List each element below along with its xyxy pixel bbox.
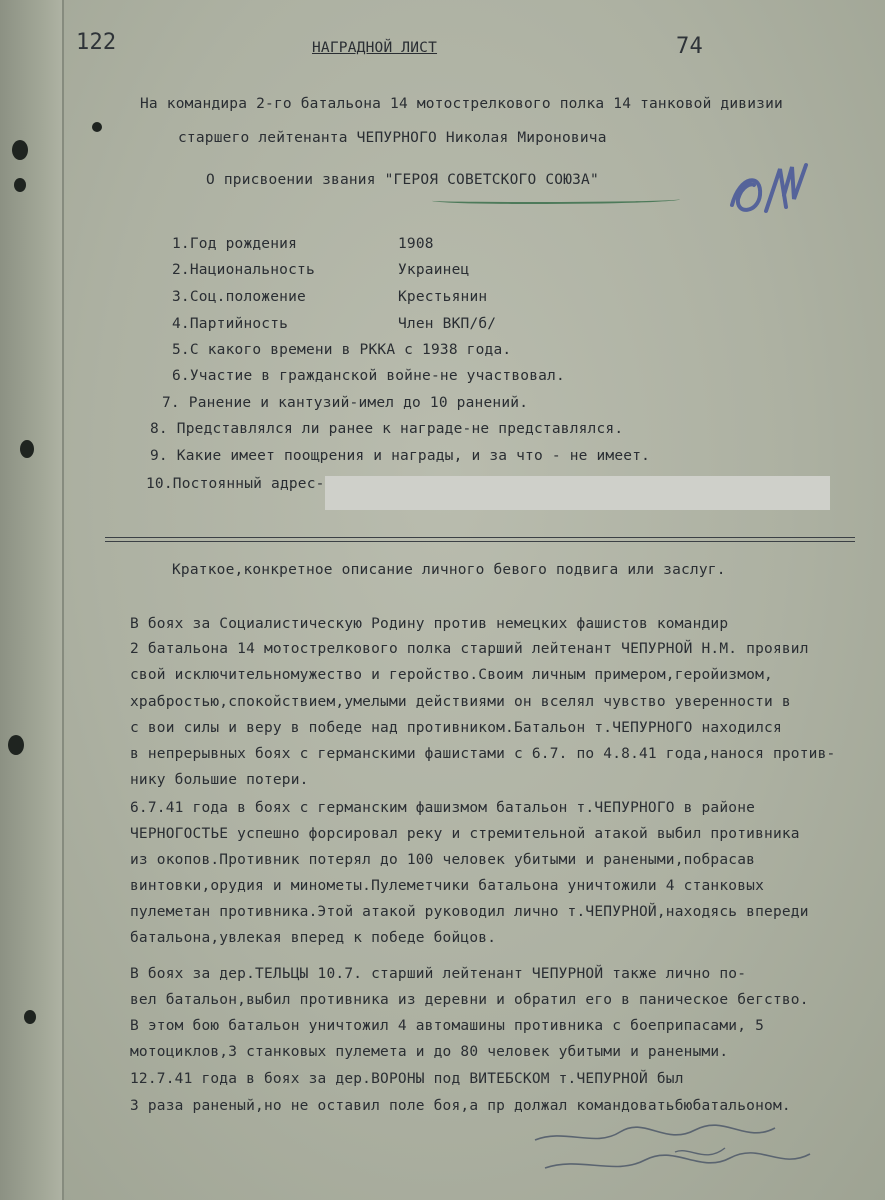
questionnaire-item: 9. Какие имеет поощрения и награды, и за что - не имеет. [150,448,651,464]
narrative-line: пулеметан противника.Этой атакой руководил лично т.ЧЕПУРНОЙ,находясь впереди [130,904,809,920]
document-title: НАГРАДНОЙ ЛИСТ [312,40,438,56]
questionnaire-item: 1.Год рождения [172,236,298,252]
divider-line [105,537,855,538]
narrative-line: В боях за Социалистическую Родину против немецких фашистов командир [130,616,729,632]
narrative-line: в непрерывных боях с германскими фашистами с 6.7. по 4.8.41 года,нанося против- [130,746,836,762]
questionnaire-answer: 1908 [398,236,434,252]
narrative-line: 3 раза раненый,но не оставил поле боя,а пр должал командоватьбюбатальоном. [130,1098,791,1114]
binding-hole [20,440,34,458]
narrative-line: мотоциклов,3 станковых пулемета и до 80 человек убитыми и ранеными. [130,1044,729,1060]
narrative-line: вел батальон,выбил противника из деревни и обратил его в паническое бегство. [130,992,809,1008]
handwritten-signature [525,1118,825,1188]
section-title: Краткое,конкретное описание личного бевого подвига или заслуг. [172,562,726,578]
narrative-line: батальона,увлекая вперед к победе бойцов. [130,930,497,946]
redacted-address [325,476,830,510]
narrative-line: нику большие потери. [130,772,309,788]
questionnaire-answer: Украинец [398,262,470,278]
binding-hole [12,140,28,160]
narrative-line: В боях за дер.ТЕЛЬЦЫ 10.7. старший лейтенант ЧЕПУРНОЙ также лично по- [130,966,747,982]
narrative-line: 12.7.41 года в боях за дер.ВОРОНЫ под ВИТЕБСКОМ т.ЧЕПУРНОЙ был [130,1071,684,1087]
binding-hole [8,735,24,755]
binding-hole [14,178,26,192]
archive-page-number: 122 [76,30,117,55]
award-title: О присвоении звания "ГЕРОЯ СОВЕТСКОГО СОЮЗА" [206,172,599,188]
narrative-line: 2 батальона 14 мотострелкового полка старший лейтенант ЧЕПУРНОЙ Н.М. проявил [130,641,809,657]
questionnaire-item: 7. Ранение и кантузий-имел до 10 ранений. [162,395,529,411]
narrative-line: винтовки,орудия и минометы.Пулеметчики батальона уничтожили 4 станковых [130,878,765,894]
nominee-line: На командира 2-го батальона 14 мотострелкового полка 14 танковой дивизии [140,96,783,112]
divider-line [105,541,855,542]
questionnaire-answer: Член ВКП/б/ [398,316,497,332]
narrative-line: из окопов.Противник потерял до 100 человек убитыми и ранеными,побрасав [130,852,756,868]
questionnaire-item: 2.Национальность [172,262,315,278]
binding-hole [92,122,102,132]
questionnaire-item: 4.Партийность [172,316,289,332]
sheet-number: 74 [676,34,703,59]
narrative-line: храбростью,спокойствием,умелыми действиями он вселял чувство уверенности в [130,694,791,710]
questionnaire-item: 8. Представлялся ли ранее к награде-не представлялся. [150,421,624,437]
binding-hole [24,1010,36,1024]
narrative-line: 6.7.41 года в боях с германским фашизмом батальон т.ЧЕПУРНОГО в районе [130,800,756,816]
green-underline [432,196,680,204]
narrative-line: свой исключительномужество и геройство.Своим личным примером,геройизмом, [130,667,773,683]
narrative-line: ЧЕРНОГОСТЬЕ успешно форсировал реку и стремительной атакой выбил противника [130,826,800,842]
page-fold [62,0,64,1200]
questionnaire-item: 3.Соц.положение [172,289,306,305]
questionnaire-item: 5.С какого времени в РККА с 1938 года. [172,342,512,358]
handwritten-mark [722,155,822,223]
nominee-name: старшего лейтенанта ЧЕПУРНОГО Николая Мироновича [178,130,607,146]
questionnaire-answer: Крестьянин [398,289,488,305]
narrative-line: В этом бою батальон уничтожил 4 автомашины противника с боеприпасами, 5 [130,1018,765,1034]
questionnaire-item: 10.Постоянный адрес- [146,476,325,492]
questionnaire-item: 6.Участие в гражданской войне-не участвовал. [172,368,565,384]
narrative-line: с вои силы и веру в победе над противником.Батальон т.ЧЕПУРНОГО находился [130,720,782,736]
